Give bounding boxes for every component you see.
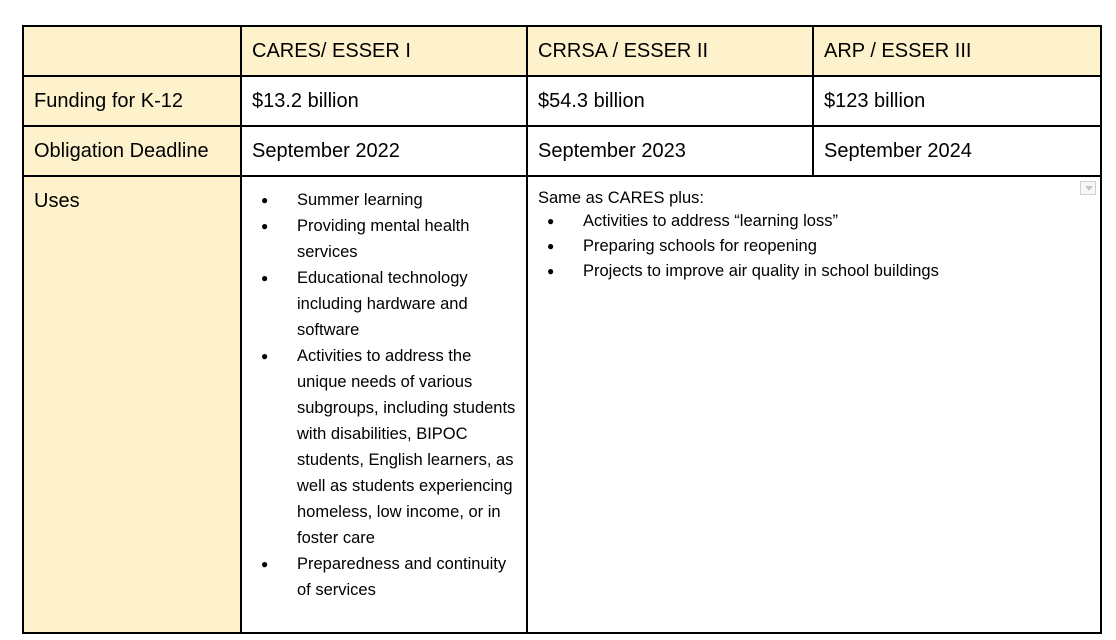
deadline-esser1: September 2022 <box>241 126 527 176</box>
deadline-row <box>23 126 1101 176</box>
esser-funding-table <box>22 25 1102 634</box>
list-item: ● Projects to improve air quality in school buildings <box>538 259 1090 284</box>
list-item: ● Activities to address “learning loss” <box>538 209 1090 234</box>
uses-esser1-cell <box>241 176 527 633</box>
uses-row <box>23 176 1101 633</box>
list-item: ● Preparedness and continuity of services <box>252 551 516 603</box>
uses-esser23-intro: Same as CARES plus: <box>538 189 704 207</box>
uses-esser23-list <box>538 209 1090 284</box>
list-item: ● Educational technology including hardware and software <box>252 265 516 343</box>
header-cares-esser1: CARES/ ESSER I <box>241 26 527 76</box>
list-item: ● Summer learning <box>252 187 516 213</box>
header-corner-cell <box>23 26 241 76</box>
uses-esser1-list <box>252 187 516 603</box>
deadline-esser3: September 2024 <box>813 126 1101 176</box>
deadline-label: Obligation Deadline <box>23 126 241 176</box>
uses-label: Uses <box>23 176 241 633</box>
list-item: ● Activities to address the unique needs of various subgroups, including students with disabilities, BIPOC students, English learners, as well as students experiencing homeless, low income, or in foster care <box>252 343 516 551</box>
header-arp-esser3: ARP / ESSER III <box>813 26 1101 76</box>
deadline-esser2: September 2023 <box>527 126 813 176</box>
list-item: ● Providing mental health services <box>252 213 516 265</box>
funding-label: Funding for K-12 <box>23 76 241 126</box>
funding-esser2: $54.3 billion <box>527 76 813 126</box>
funding-esser1: $13.2 billion <box>241 76 527 126</box>
uses-esser23-cell[interactable] <box>527 176 1101 633</box>
header-crrsa-esser2: CRRSA / ESSER II <box>527 26 813 76</box>
dropdown-arrow-icon[interactable] <box>1080 181 1096 195</box>
list-item: ● Preparing schools for reopening <box>538 234 1090 259</box>
funding-esser3: $123 billion <box>813 76 1101 126</box>
table-header-row <box>23 26 1101 76</box>
funding-row <box>23 76 1101 126</box>
